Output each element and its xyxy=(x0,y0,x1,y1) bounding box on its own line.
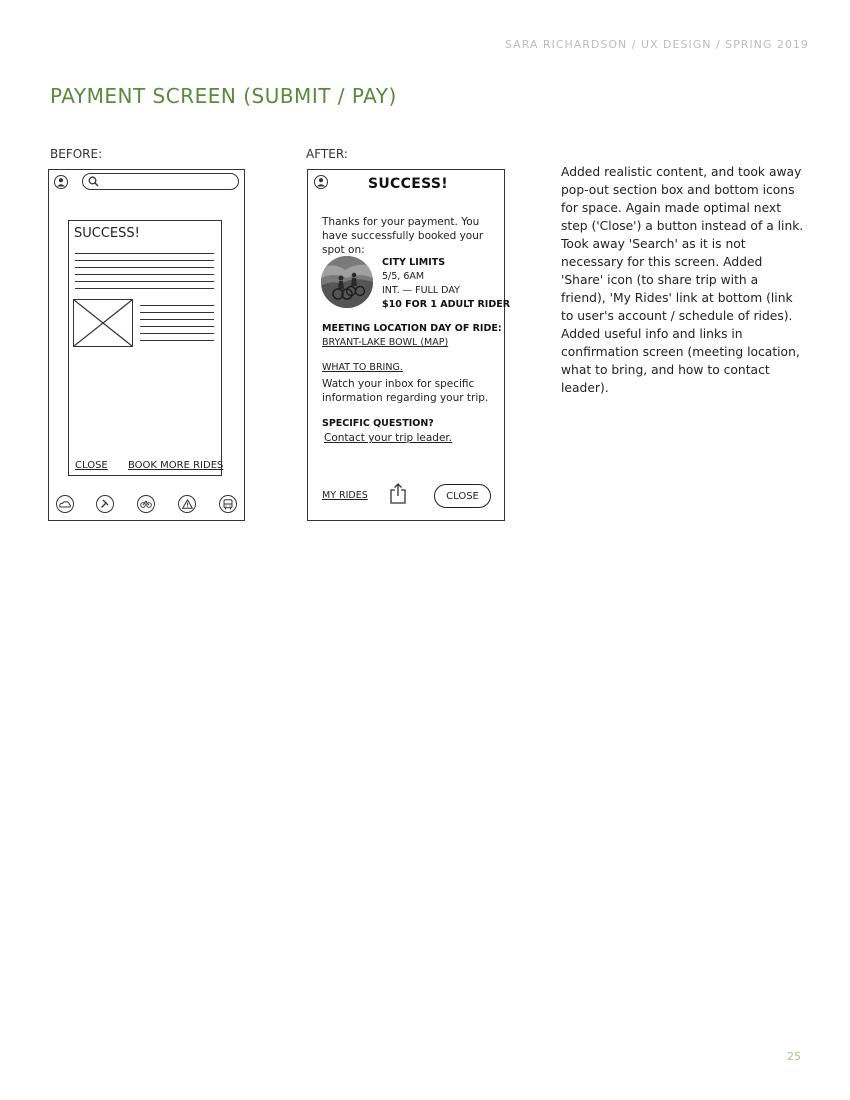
text-placeholder-line xyxy=(140,312,214,313)
description-text: Added realistic content, and took away pop-out section box and bottom icons for space. Again made optimal next step ('Close') a button instead of a link. Took away 'Search' as it is not necessary for this screen. Added 'Share' icon (to share trip with a friend), 'My Rides' link at bottom (link to user's account / schedule of rides). Added useful info and links in confirmation screen (meeting location, what to bring, and how to contact leader). xyxy=(561,165,804,395)
text-placeholder-line xyxy=(140,340,214,341)
ride-date: 5/5, 6AM xyxy=(382,271,425,282)
after-label: AFTER: xyxy=(306,147,348,161)
text-placeholder-line xyxy=(140,333,214,334)
success-heading: SUCCESS! xyxy=(74,226,140,241)
text-placeholder-line xyxy=(140,305,214,306)
close-button[interactable]: CLOSE xyxy=(434,484,491,508)
meeting-location-link[interactable]: BRYANT-LAKE BOWL (MAP) xyxy=(322,337,449,348)
meeting-heading: MEETING LOCATION DAY OF RIDE: xyxy=(322,323,502,334)
text-placeholder-line xyxy=(75,281,214,282)
profile-icon[interactable] xyxy=(54,175,68,189)
bike-icon[interactable] xyxy=(137,495,155,513)
page-number: 25 xyxy=(787,1050,801,1063)
my-rides-link[interactable]: MY RIDES xyxy=(322,490,368,501)
close-link[interactable]: CLOSE xyxy=(75,460,108,471)
what-to-bring-link[interactable]: WHAT TO BRING. xyxy=(322,362,403,373)
bus-icon[interactable] xyxy=(219,495,237,513)
image-placeholder xyxy=(73,299,133,347)
share-icon[interactable] xyxy=(390,483,406,508)
ride-name: CITY LIMITS xyxy=(382,257,446,268)
text-placeholder-line xyxy=(140,319,214,320)
search-input[interactable] xyxy=(82,173,239,190)
text-placeholder-line xyxy=(75,260,214,261)
text-placeholder-line xyxy=(140,326,214,327)
book-more-rides-link[interactable]: BOOK MORE RIDES xyxy=(128,460,224,471)
running-header: SARA RICHARDSON / UX DESIGN / SPRING 2019 xyxy=(505,38,809,51)
pin-icon[interactable] xyxy=(96,495,114,513)
text-placeholder-line xyxy=(75,274,214,275)
confirmation-text: Thanks for your payment. You have successfully booked your spot on: xyxy=(322,216,484,256)
page-title: PAYMENT SCREEN (SUBMIT / PAY) xyxy=(50,84,397,108)
success-heading: SUCCESS! xyxy=(368,176,448,192)
ride-price: $10 FOR 1 ADULT RIDER xyxy=(382,299,511,310)
text-placeholder-line xyxy=(75,267,214,268)
ride-level: INT. — FULL DAY xyxy=(382,285,460,296)
weather-icon[interactable] xyxy=(56,495,74,513)
search-icon xyxy=(88,176,99,187)
ride-photo xyxy=(321,256,373,308)
contact-leader-link[interactable]: Contact your trip leader. xyxy=(324,432,453,444)
profile-icon[interactable] xyxy=(314,175,328,189)
text-placeholder-line xyxy=(75,253,214,254)
text-placeholder-line xyxy=(75,288,214,289)
alert-icon[interactable] xyxy=(178,495,196,513)
before-label: BEFORE: xyxy=(50,147,103,161)
question-heading: SPECIFIC QUESTION? xyxy=(322,418,434,429)
what-to-bring-text: Watch your inbox for specific information regarding your trip. xyxy=(322,378,489,404)
